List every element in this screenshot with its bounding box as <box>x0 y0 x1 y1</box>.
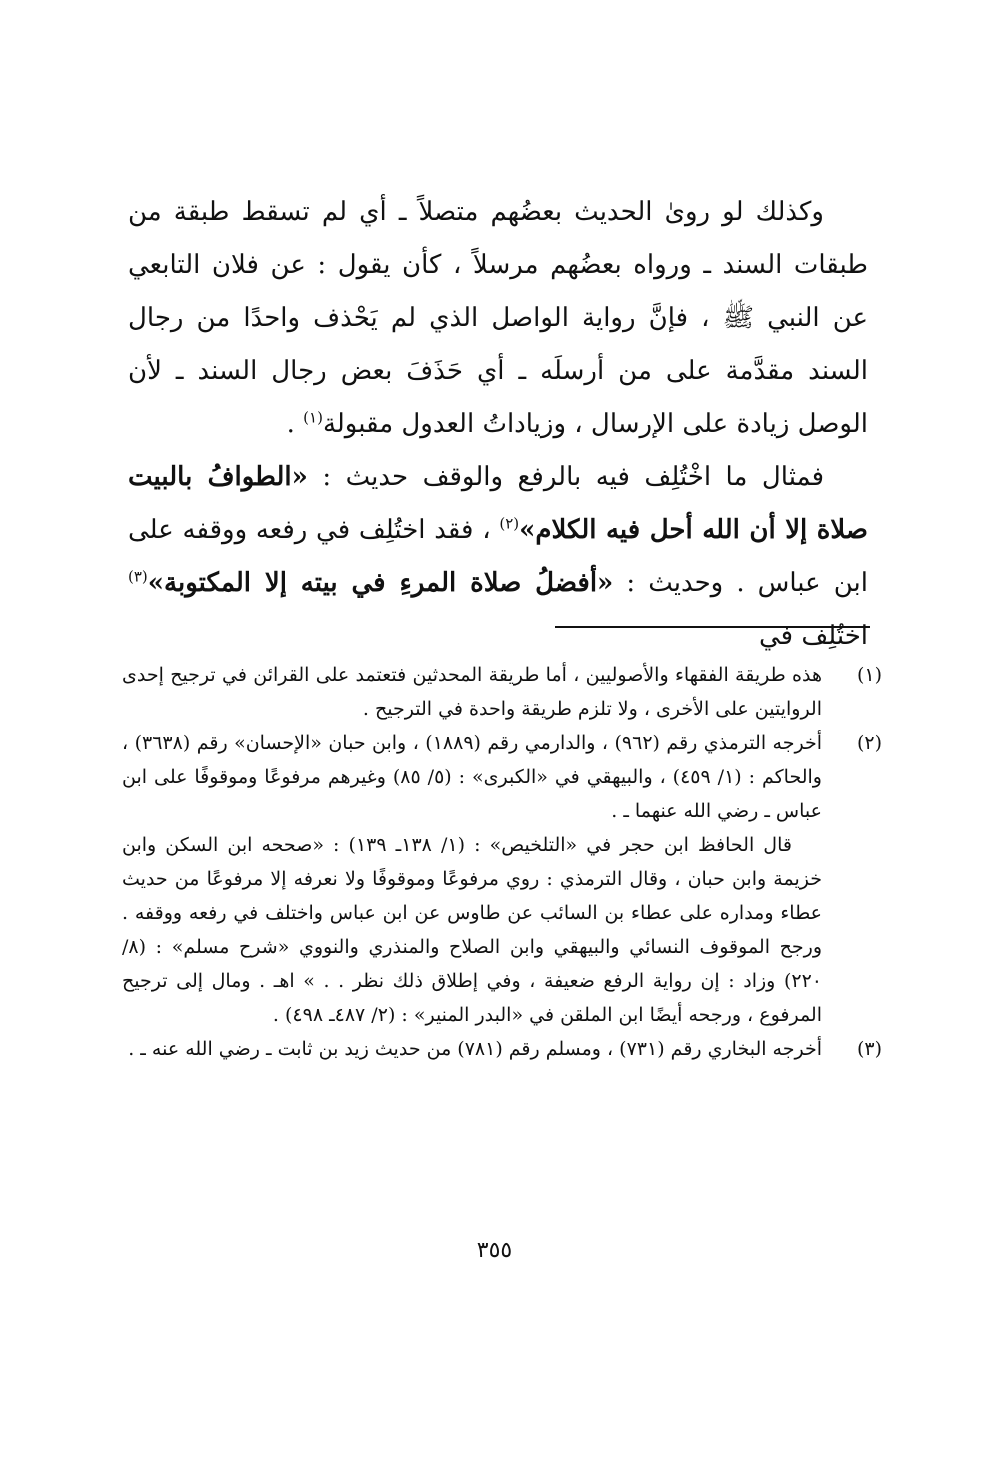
footnote-ref-1: (١) <box>303 408 323 427</box>
footnotes <box>122 658 882 1066</box>
page-number: ٣٥٥ <box>476 1238 513 1263</box>
footnote-2 <box>122 726 882 828</box>
paragraph-1-text: وكذلك لو روىٰ الحديث بعضُهم متصلاً ـ أي لم تسقط طبقة من طبقات السند ـ ورواه بعضُهم مرسلاً ، كأن يقول : عن فلان التابعي عن النبي ﷺ ، فإنَّ رواية الواصل الذي لم يَحْذف واحدًا من رجال السند مقدَّمة على من أرسلَه ـ أي حَذَفَ بعض رجال السند ـ لأن الوصل زيادة على الإرسال ، وزياداتُ العدول مقبولة <box>128 197 868 439</box>
footnote-2-continuation: قال الحافظ ابن حجر في «التلخيص» : (١/ ١٣٨ـ ١٣٩) : «صححه ابن السكن وابن خزيمة وابن حبان ، وقال الترمذي : روي مرفوعًا وموقوفًا ولا نعرفه إلا مرفوعًا من حديث عطاء ومداره على عطاء بن السائب عن طاوس عن ابن عباس واختلف في رفعه ووقفه . ورجح الموقوف النسائي والبيهقي وابن الصلاح والمنذري والنووي «شرح مسلم» : (٨/ ٢٢٠) وزاد : إن رواية الرفع ضعيفة ، وفي إطلاق ذلك نظر . . » اهـ . ومال إلى ترجيح المرفوع ، ورجحه أيضًا ابن الملقن في «البدر المنير» : (٢/ ٤٨٧ـ ٤٩٨) . <box>122 834 822 1026</box>
footnote-1 <box>122 658 882 726</box>
footnote-text: أخرجه الترمذي رقم (٩٦٢) ، والدارمي رقم (١٨٨٩) ، وابن حبان «الإحسان» رقم (٣٦٣٨) ، والحاكم : (١/ ٤٥٩) ، والبيهقي في «الكبرى» : (٥/ ٨٥) وغيرهم مرفوعًا وموقوفًا على ابن عباس ـ رضي الله عنهما ـ . <box>122 732 822 822</box>
paragraph-2-end: اختُلِف في <box>758 621 868 651</box>
footnote-number: (٢) <box>856 732 882 754</box>
footnote-text: أخرجه البخاري رقم (٧٣١) ، ومسلم رقم (٧٨١) من حديث زيد بن ثابت ـ رضي الله عنه ـ . <box>128 1038 822 1060</box>
footnote-number: (٣) <box>856 1038 882 1060</box>
paragraph-2-intro: فمثال ما اخْتُلِف فيه بالرفع والوقف حديث : <box>307 462 825 492</box>
paragraph-1 <box>128 186 868 451</box>
main-text <box>128 186 868 663</box>
footnote-3 <box>122 1032 882 1066</box>
footnote-ref-3: (٣) <box>128 567 148 586</box>
footnote-ref-2: (٢) <box>499 514 520 533</box>
hadith-salat-quote: «أفضلُ صلاة المرءِ في بيته إلا المكتوبة» <box>147 568 614 598</box>
footnote-divider <box>555 626 870 628</box>
footnote-number: (١) <box>856 664 882 686</box>
paragraph-1-end: . <box>286 409 304 439</box>
paragraph-2-middle: ، فقد اختُلِف في رفعه ووقفه على ابن عباس . وحديث : <box>128 515 868 598</box>
paragraph-2 <box>128 451 868 663</box>
footnote-text: هذه طريقة الفقهاء والأصوليين ، أما طريقة المحدثين فتعتمد على القرائن في ترجيح إحدى الروايتين على الأخرى ، ولا تلزم طريقة واحدة في الترجيح . <box>122 664 822 720</box>
hadith-tawaf-quote: «الطوافُ بالبيت صلاة إلا أن الله أحل فيه الكلام» <box>128 462 868 545</box>
